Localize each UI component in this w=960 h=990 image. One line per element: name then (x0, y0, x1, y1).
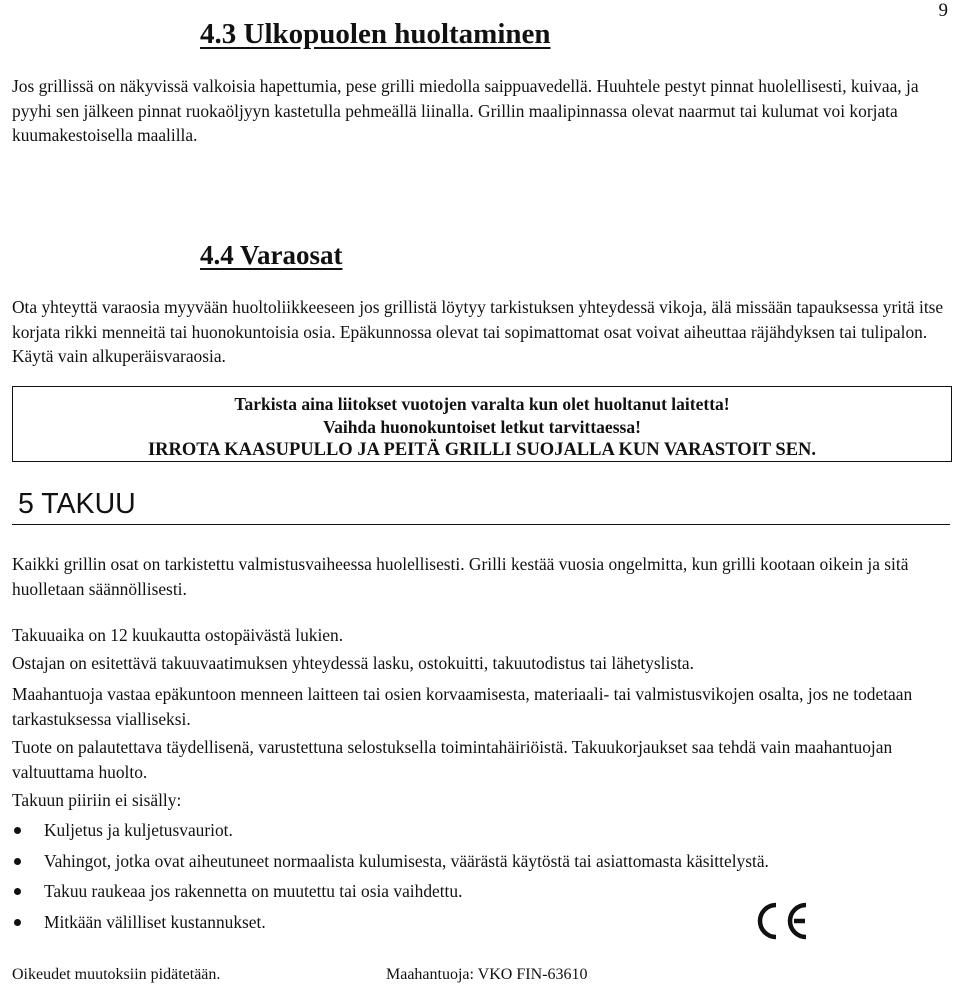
section-heading-4-4: 4.4 Varaosat (200, 240, 343, 270)
section-heading-5: 5 TAKUU (18, 488, 136, 520)
section-4-4-paragraph: Ota yhteyttä varaosia myyvään huoltoliikkeeseen jos grillistä löytyy tarkistuksen yhteydessä vikoja, älä missään tapauksessa yritä itse korjata rikki menneitä tai huonokuntoisia osia. Epäkunnossa olevat tai sopimattomat osat voivat aiheuttaa räjähdyksen tai tulipalon. Käytä vain alkuperäisvaraosia. (12, 297, 944, 366)
bullet-icon (14, 919, 21, 926)
warning-box (12, 386, 952, 462)
section-heading-4-3: 4.3 Ulkopuolen huoltaminen (200, 18, 551, 50)
bullet-icon (14, 858, 21, 865)
section-4-3-paragraph: Jos grillissä on näkyvissä valkoisia hapettumia, pese grilli miedolla saippuavedellä. Huuhtele pestyt pinnat huolellisesti, kuivaa, ja pyyhi sen jälkeen pinnat ruokaöljyyn kastetulla pehmeällä liinalla. Grillin maalipinnassa olevat naarmut tai kulumat voi korjata kuumakestoisella maalilla. (12, 76, 919, 145)
warranty-proof: Ostajan on esitettävä takuuvaatimuksen yhteydessä lasku, ostokuitti, takuutodistus tai lähetyslista. (12, 653, 694, 673)
importer-liability: Maahantuoja vastaa epäkuntoon menneen laitteen tai osien korvaamisesta, materiaali- tai valmistusvikojen osalta, jos ne todetaan tarkastuksessa vialliseksi. (12, 684, 913, 729)
footer-rights: Oikeudet muutoksiin pidätetään. (12, 966, 221, 983)
bullet-icon (14, 827, 21, 834)
exclusion-text: Vahingot, jotka ovat aiheutuneet normaalista kulumisesta, väärästä käytöstä tai asiattomasta käsittelystä. (44, 850, 769, 871)
exclusion-text: Takuu raukeaa jos rakennetta on muutettu tai osia vaihdettu. (44, 881, 463, 901)
list-item (12, 849, 952, 880)
heading-rule (12, 524, 950, 525)
exclusion-text: Kuljetus ja kuljetusvauriot. (44, 820, 233, 840)
warning-line-1: Tarkista aina liitokset vuotojen varalta kun olet huoltanut laitetta! (234, 394, 730, 414)
bullet-icon (14, 888, 21, 895)
exclusion-text: Mitkään välilliset kustannukset. (44, 911, 266, 932)
list-item (12, 818, 952, 849)
warning-line-2: Vaihda huonokuntoiset letkut tarvittaessa! (323, 417, 641, 437)
warranty-period: Takuuaika on 12 kuukautta ostopäivästä lukien. (12, 625, 344, 645)
exclusions-title: Takuun piiriin ei sisälly: (12, 790, 182, 810)
warning-line-3: IRROTA KAASUPULLO JA PEITÄ GRILLI SUOJALLA KUN VARASTOIT SEN. (147, 440, 817, 460)
warranty-intro: Kaikki grillin osat on tarkistettu valmistusvaiheessa huolellisesti. Grilli kestää vuosia ongelmitta, kun grilli kootaan oikein ja sitä huolletaan säännöllisesti. (12, 554, 909, 599)
footer-importer: Maahantuoja: VKO FIN-63610 (386, 966, 588, 983)
page-number: 9 (938, 0, 948, 21)
ce-mark-icon (754, 899, 816, 943)
return-terms: Tuote on palautettava täydellisenä, varustettuna selostuksella toimintahäiriöistä. Takuukorjaukset saa tehdä vain maahantuojan valtuuttama huolto. (12, 737, 893, 782)
